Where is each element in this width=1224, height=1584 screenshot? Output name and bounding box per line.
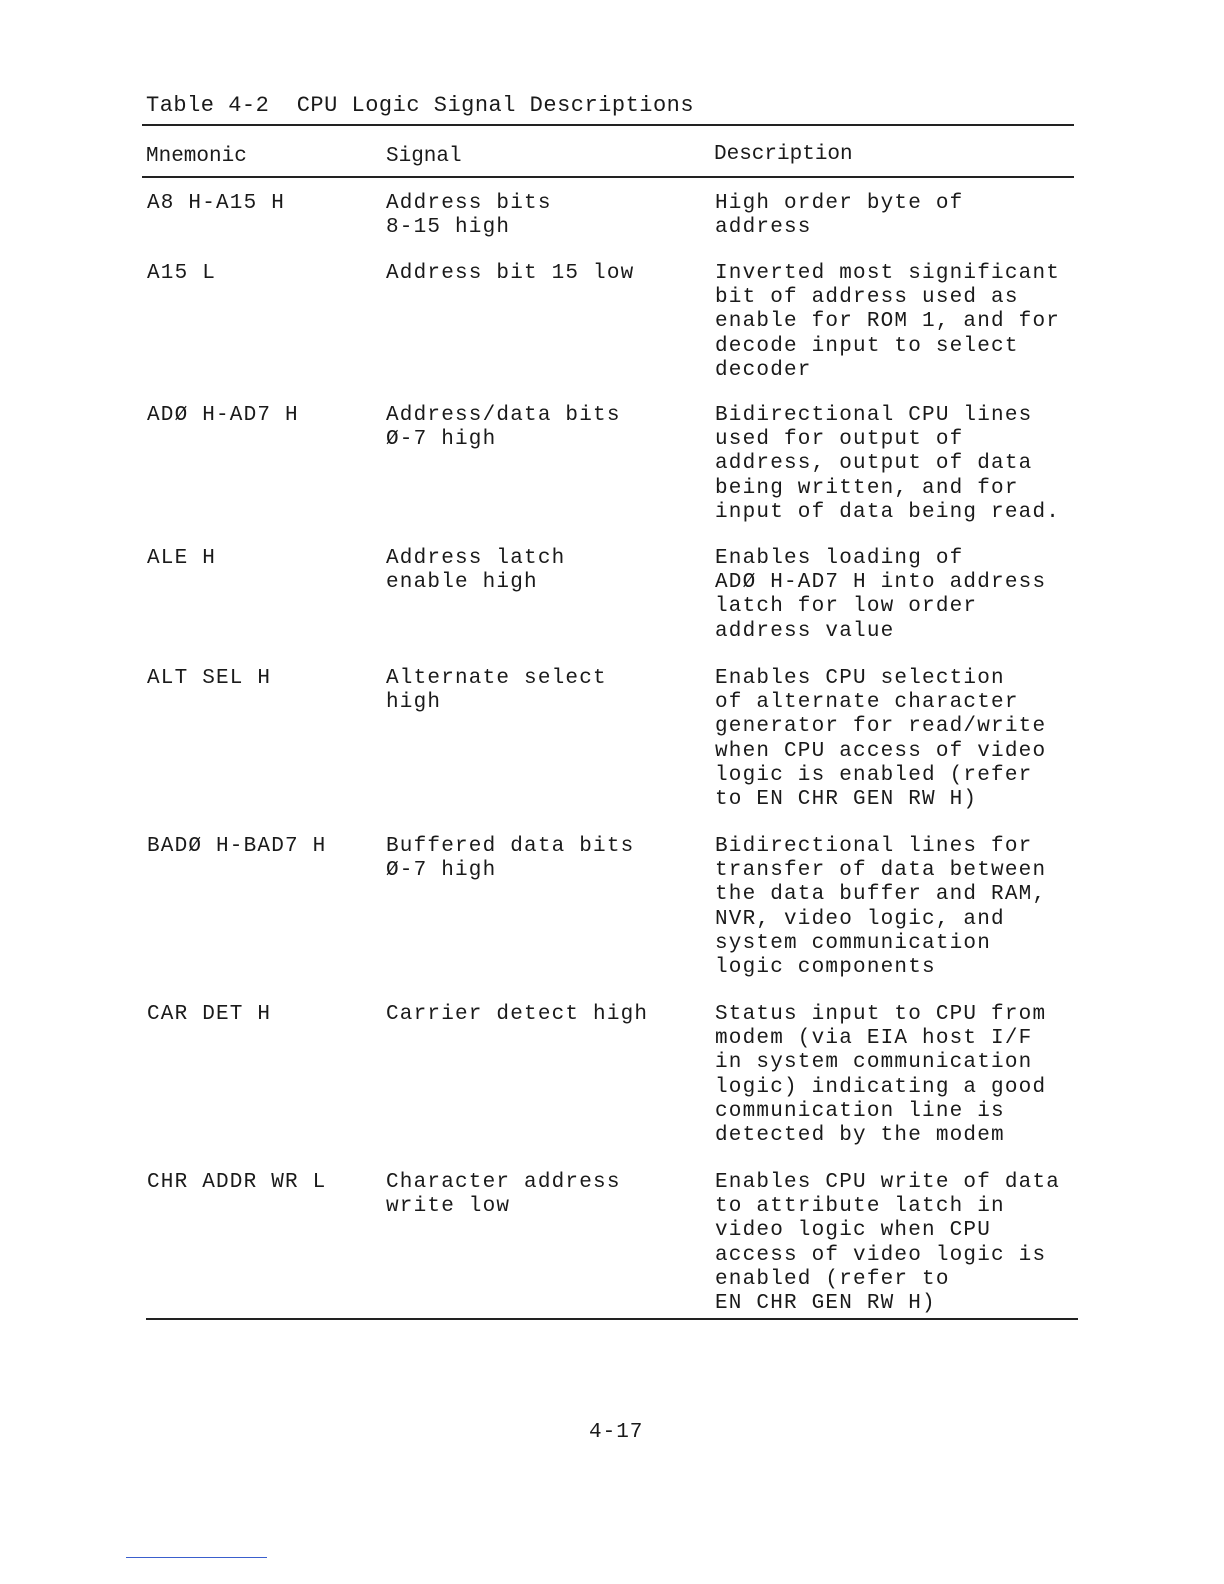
signal-cell — [386, 667, 607, 715]
description-line: video logic when CPU — [715, 1219, 992, 1243]
signal-cell — [386, 547, 565, 595]
description-line: decode input to select — [715, 334, 1019, 358]
signal-cell — [386, 262, 634, 286]
description-line: generator for read/write — [715, 715, 1047, 739]
signal-cell — [386, 1171, 621, 1219]
description-line: when CPU access of video — [715, 739, 1047, 763]
description-line: Enables CPU write of data — [715, 1171, 1061, 1194]
description-line: enabled (refer to — [715, 1267, 950, 1291]
signal-line: Buffered data bits — [386, 835, 635, 858]
description-cell — [715, 547, 1046, 644]
signal-cell — [386, 404, 621, 452]
description-line: enable for ROM 1, and for — [715, 310, 1061, 334]
description-line: address — [715, 216, 812, 240]
description-line: bit of address used as — [715, 286, 1019, 310]
description-line: Bidirectional CPU lines — [715, 404, 1033, 427]
page-number: 4-17 — [589, 1421, 644, 1444]
signal-line: Alternate select — [386, 667, 607, 690]
mnemonic-cell: CHR ADDR WR L — [147, 1171, 327, 1194]
description-line: access of video logic is — [715, 1243, 1047, 1267]
description-line: logic components — [715, 956, 936, 980]
description-line: ADØ H-AD7 H into address — [715, 571, 1047, 595]
description-line: of alternate character — [715, 691, 1019, 715]
description-line: the data buffer and RAM, — [715, 883, 1047, 907]
mnemonic-cell: A15 L — [147, 262, 217, 285]
description-line: logic is enabled (refer — [715, 763, 1033, 787]
description-line: communication line is — [715, 1099, 1005, 1123]
description-line: Bidirectional lines for — [715, 835, 1033, 858]
mnemonic-cell: ADØ H-AD7 H — [147, 404, 299, 427]
signal-line: write low — [386, 1195, 511, 1219]
description-cell — [715, 262, 1060, 383]
description-cell — [715, 404, 1060, 525]
description-line: address value — [715, 619, 895, 643]
table-title: Table 4-2 CPU Logic Signal Descriptions — [146, 93, 695, 118]
description-cell — [715, 192, 963, 240]
signal-line: Address latch — [386, 547, 566, 570]
signal-line: Carrier detect high — [386, 1003, 649, 1026]
signal-line: Address bits — [386, 192, 552, 215]
description-cell — [715, 1003, 1046, 1148]
column-header-description: Description — [714, 143, 853, 166]
mnemonic-cell: CAR DET H — [147, 1003, 272, 1026]
signal-line: Address/data bits — [386, 404, 621, 427]
description-line: latch for low order — [715, 595, 978, 619]
column-header-mnemonic: Mnemonic — [146, 145, 247, 168]
description-line: to EN CHR GEN RW H) — [715, 788, 978, 812]
signal-line: Character address — [386, 1171, 621, 1194]
description-line: logic) indicating a good — [715, 1075, 1047, 1099]
footnote-rule — [126, 1557, 267, 1558]
column-header-signal: Signal — [386, 145, 462, 168]
signal-line: 8-15 high — [386, 216, 511, 240]
description-line: address, output of data — [715, 452, 1033, 476]
description-line: EN CHR GEN RW H) — [715, 1292, 936, 1316]
description-line: transfer of data between — [715, 859, 1047, 883]
mnemonic-cell: ALE H — [147, 547, 217, 570]
description-line: to attribute latch in — [715, 1195, 1005, 1219]
mnemonic-cell: BADØ H-BAD7 H — [147, 835, 327, 858]
table-bottom-rule — [146, 1318, 1078, 1320]
description-line: Status input to CPU from — [715, 1003, 1047, 1026]
mnemonic-cell: ALT SEL H — [147, 667, 272, 690]
description-line: modem (via EIA host I/F — [715, 1027, 1033, 1051]
signal-cell — [386, 835, 634, 883]
description-cell — [715, 667, 1046, 812]
description-line: Inverted most significant — [715, 262, 1061, 285]
description-line: being written, and for — [715, 476, 1019, 500]
mnemonic-cell: A8 H-A15 H — [147, 192, 286, 215]
signal-line: high — [386, 691, 442, 715]
description-line: input of data being read. — [715, 500, 1061, 524]
description-line: detected by the modem — [715, 1124, 1005, 1148]
description-line: Enables loading of — [715, 547, 964, 570]
description-line: used for output of — [715, 428, 964, 452]
signal-cell — [386, 1003, 648, 1027]
description-line: in system communication — [715, 1051, 1033, 1075]
signal-cell — [386, 192, 552, 240]
description-line: decoder — [715, 358, 812, 382]
description-cell — [715, 835, 1046, 980]
signal-line: enable high — [386, 571, 538, 595]
description-line: Enables CPU selection — [715, 667, 1005, 690]
description-cell — [715, 1171, 1060, 1316]
signal-line: Ø-7 high — [386, 859, 497, 883]
signal-line: Address bit 15 low — [386, 262, 635, 285]
signal-line: Ø-7 high — [386, 428, 497, 452]
description-line: system communication — [715, 931, 992, 955]
description-line: NVR, video logic, and — [715, 907, 1005, 931]
description-line: High order byte of — [715, 192, 964, 215]
